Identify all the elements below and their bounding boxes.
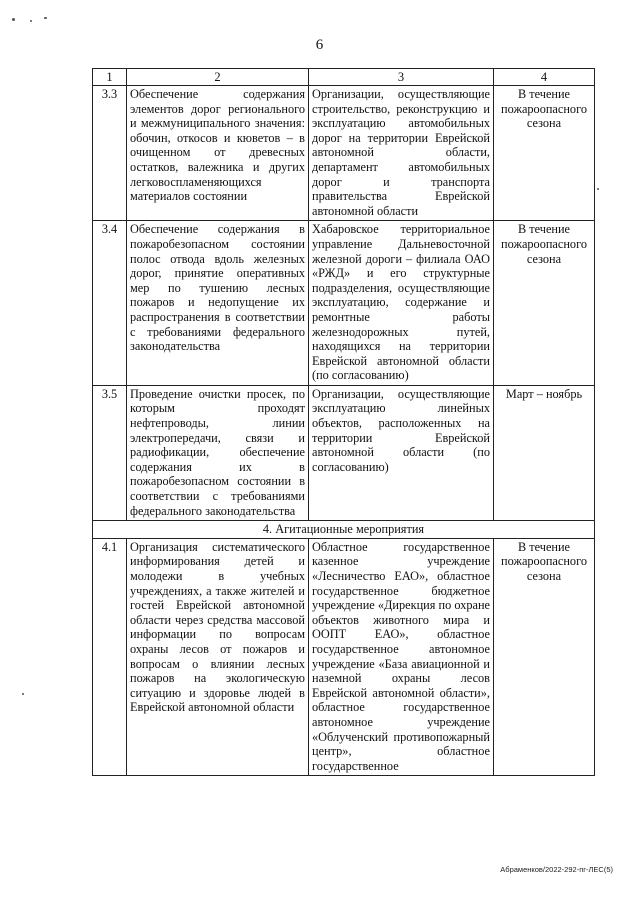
- term-cell: В течение пожароопасного сезона: [494, 221, 595, 386]
- activity-cell: Проведение очистки просек, по которым проходят нефтепроводы, линии электропередачи, связи и радиофикации, обеспечение содержания их в пожаробезопасном состоянии в соответствии с требованиями федерального законодательства: [127, 385, 309, 520]
- scan-speck: [44, 17, 47, 19]
- responsible-cell: Областное государственное казенное учреждение «Лесничество ЕАО», областное государственное бюджетное учреждение «Дирекция по охране объектов животного мира и ООПТ ЕАО», областное государственное автономное учреждение «База авиационной и наземной охраны лесов Еврейской автономной области», областное государственное автономное учреждение «Облученский противопожарный центр», областное государственное: [309, 538, 494, 776]
- row-number: 3.5: [93, 385, 127, 520]
- activity-cell: Организация систематического информирования детей и молодежи в учебных учреждениях, а также жителей и гостей Еврейской автономной области через средства массовой информации по вопросам охраны лесов от пожаров и вопросам о влиянии лесных пожаров на экологическую ситуацию и здоровье людей в Еврейской автономной области: [127, 538, 309, 776]
- term-cell: В течение пожароопасного сезона: [494, 86, 595, 221]
- table-row: [93, 221, 595, 386]
- row-number: 3.3: [93, 86, 127, 221]
- section-row: [93, 521, 595, 539]
- section-title: 4. Агитационные мероприятия: [93, 521, 595, 539]
- scan-speck: [597, 188, 599, 190]
- table-header-row: [93, 69, 595, 86]
- row-number: 3.4: [93, 221, 127, 386]
- scan-speck: [12, 18, 15, 21]
- responsible-cell: Организации, осуществляющие строительство, реконструкцию и эксплуатацию автомобильных дорог на территории Еврейской автономной области, департамент автомобильных дорог и транспорта правительства Еврейской автономной области: [309, 86, 494, 221]
- activity-cell: Обеспечение содержания в пожаробезопасном состоянии полос отвода вдоль железных дорог, принятие оперативных мер по тушению лесных пожаров и недопущение их распространения в соответствии с требованиями федерального законодательства: [127, 221, 309, 386]
- responsible-cell: Хабаровское территориальное управление Дальневосточной железной дороги – филиала ОАО «РЖД» и его структурные подразделения, осуществляющие эксплуатацию, содержание и ремонтные работы железнодорожных путей, находящихся на территории Еврейской автономной области (по согласованию): [309, 221, 494, 386]
- scan-speck: [22, 693, 24, 695]
- measures-table: [92, 68, 595, 776]
- responsible-cell: Организации, осуществляющие эксплуатацию линейных объектов, расположенных на территории Еврейской автономной области (по согласованию): [309, 385, 494, 520]
- table-row: [93, 385, 595, 520]
- scan-speck: [30, 20, 32, 22]
- header-col-3: 3: [309, 69, 494, 86]
- table-row: [93, 86, 595, 221]
- footer-document-code: Абраменков/2022-292-пг-ЛЕС(5): [500, 865, 613, 874]
- header-col-2: 2: [127, 69, 309, 86]
- page-number: 6: [315, 37, 324, 53]
- row-number: 4.1: [93, 538, 127, 776]
- activity-cell: Обеспечение содержания элементов дорог регионального и межмуниципального значения: обочин, откосов и кюветов – в очищенном от древесных остатков, валежника и других легковоспламеняющихся материалов состоянии: [127, 86, 309, 221]
- term-cell: Март – ноябрь: [494, 385, 595, 520]
- header-col-4: 4: [494, 69, 595, 86]
- term-cell: В течение пожароопасного сезона: [494, 538, 595, 776]
- header-col-1: 1: [93, 69, 127, 86]
- table-row: [93, 538, 595, 776]
